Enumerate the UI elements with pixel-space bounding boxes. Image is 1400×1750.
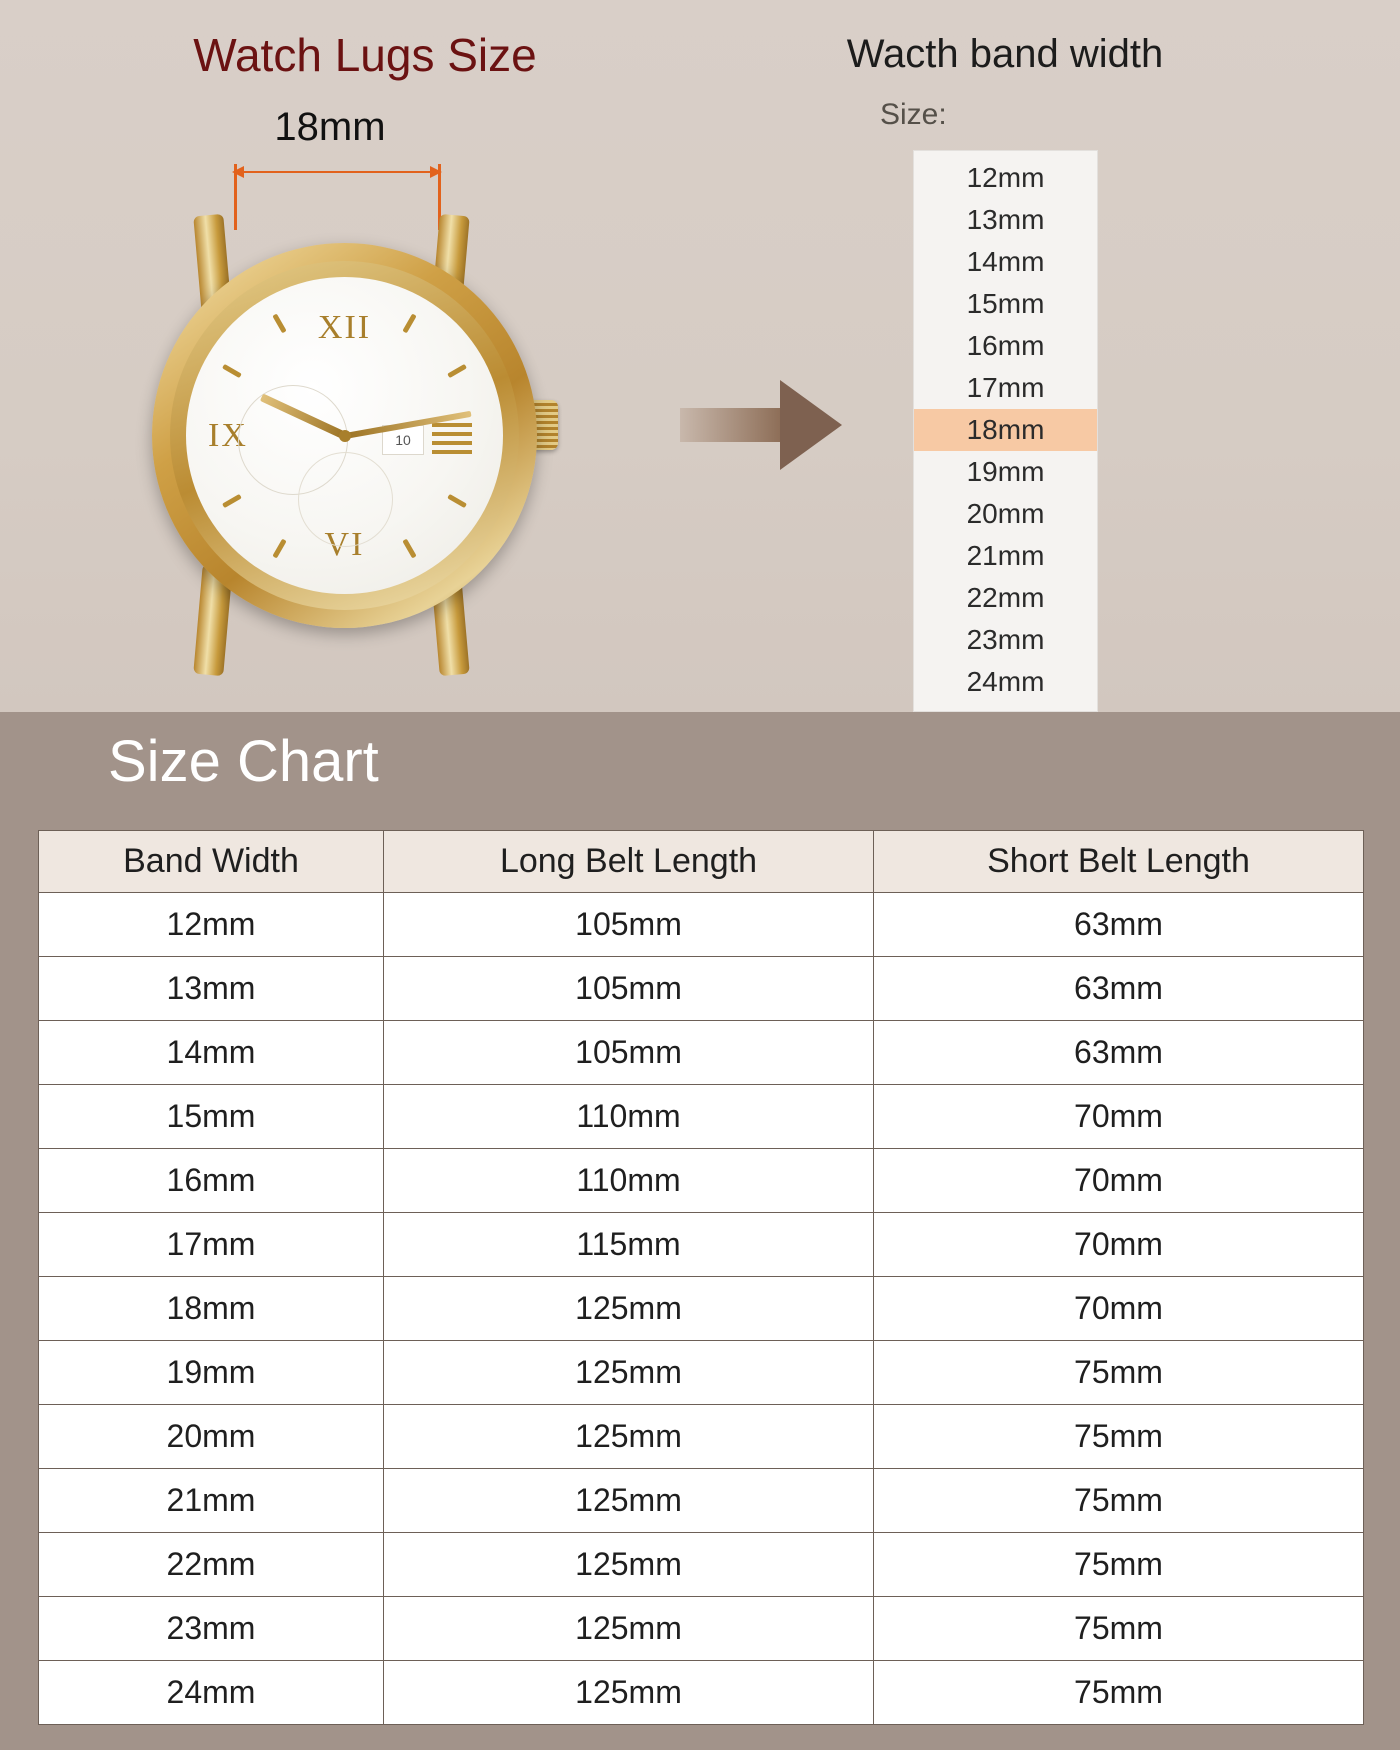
table-row [39,1341,1364,1405]
cell-short-belt-length: 70mm [874,1149,1364,1213]
size-option[interactable]: 12mm [966,162,1045,193]
size-option[interactable]: 20mm [966,498,1045,529]
cell-long-belt-length: 110mm [384,1085,874,1149]
size-option-selected[interactable]: 18mm [914,409,1097,451]
table-body [39,893,1364,1725]
cell-short-belt-length: 75mm [874,1533,1364,1597]
table-row [39,893,1364,957]
cell-long-belt-length: 125mm [384,1405,874,1469]
cell-band-width: 20mm [39,1405,384,1469]
dial-numeral-6: VI [324,526,365,563]
size-chart-table [38,830,1364,1725]
cell-short-belt-length: 63mm [874,1021,1364,1085]
size-option[interactable]: 16mm [966,330,1045,361]
watch-illustration-panel [0,0,1400,712]
table-row [39,1277,1364,1341]
cell-long-belt-length: 115mm [384,1213,874,1277]
size-label: Size: [880,98,947,131]
size-option[interactable]: 22mm [966,582,1045,613]
cell-long-belt-length: 110mm [384,1149,874,1213]
cell-short-belt-length: 75mm [874,1597,1364,1661]
cell-band-width: 16mm [39,1149,384,1213]
table-header-row [39,831,1364,893]
table-row [39,1021,1364,1085]
table-row [39,1149,1364,1213]
dial-index-bars [432,423,472,457]
cell-long-belt-length: 125mm [384,1597,874,1661]
table-row [39,1661,1364,1725]
cell-band-width: 18mm [39,1277,384,1341]
size-option[interactable]: 19mm [966,456,1045,487]
cell-long-belt-length: 105mm [384,957,874,1021]
table-row [39,1597,1364,1661]
cell-long-belt-length: 125mm [384,1277,874,1341]
cell-band-width: 13mm [39,957,384,1021]
cell-short-belt-length: 63mm [874,957,1364,1021]
cell-long-belt-length: 105mm [384,1021,874,1085]
sub-dial-secondary [298,452,393,547]
dial-numeral-9: IX [208,416,248,454]
size-option[interactable]: 24mm [966,666,1045,697]
cell-band-width: 19mm [39,1341,384,1405]
cell-long-belt-length: 125mm [384,1533,874,1597]
cell-short-belt-length: 70mm [874,1213,1364,1277]
watch-case [152,243,537,628]
cell-long-belt-length: 125mm [384,1341,874,1405]
size-chart-section [0,712,1400,1750]
column-header-band-width: Band Width [39,831,384,893]
measure-double-arrow-icon [232,164,442,180]
watch-bezel [170,261,519,610]
table-row [39,1405,1364,1469]
table-row [39,1469,1364,1533]
cell-band-width: 24mm [39,1661,384,1725]
cell-band-width: 14mm [39,1021,384,1085]
cell-short-belt-length: 70mm [874,1085,1364,1149]
table-row [39,1213,1364,1277]
table-row [39,1085,1364,1149]
size-option[interactable]: 23mm [966,624,1045,655]
size-option[interactable]: 13mm [966,204,1045,235]
lug-width-measurement: 18mm [274,105,386,149]
band-width-title: Wacth band width [846,32,1164,76]
size-option[interactable]: 17mm [966,372,1045,403]
watch-dial [186,277,503,594]
cell-short-belt-length: 75mm [874,1405,1364,1469]
dial-numeral-12: XII [317,309,372,346]
column-header-short-belt: Short Belt Length [874,831,1364,893]
cell-short-belt-length: 75mm [874,1469,1364,1533]
cell-band-width: 17mm [39,1213,384,1277]
size-option[interactable]: 21mm [966,540,1045,571]
date-window: 10 [382,425,424,455]
cell-short-belt-length: 63mm [874,893,1364,957]
size-option[interactable]: 15mm [966,288,1045,319]
cell-short-belt-length: 75mm [874,1661,1364,1725]
cell-band-width: 22mm [39,1533,384,1597]
band-width-size-list[interactable] [913,150,1098,712]
cell-long-belt-length: 125mm [384,1469,874,1533]
cell-long-belt-length: 125mm [384,1661,874,1725]
column-header-long-belt: Long Belt Length [384,831,874,893]
size-chart-title: Size Chart [108,729,379,794]
lugs-size-title: Watch Lugs Size [193,29,537,81]
cell-short-belt-length: 70mm [874,1277,1364,1341]
cell-band-width: 23mm [39,1597,384,1661]
cell-long-belt-length: 105mm [384,893,874,957]
cell-band-width: 12mm [39,893,384,957]
cell-band-width: 15mm [39,1085,384,1149]
table-row [39,1533,1364,1597]
right-arrow-icon [680,380,845,470]
watch-graphic [130,215,560,675]
table-row [39,957,1364,1021]
size-option[interactable]: 14mm [966,246,1045,277]
cell-short-belt-length: 75mm [874,1341,1364,1405]
center-pin [339,430,351,442]
cell-band-width: 21mm [39,1469,384,1533]
